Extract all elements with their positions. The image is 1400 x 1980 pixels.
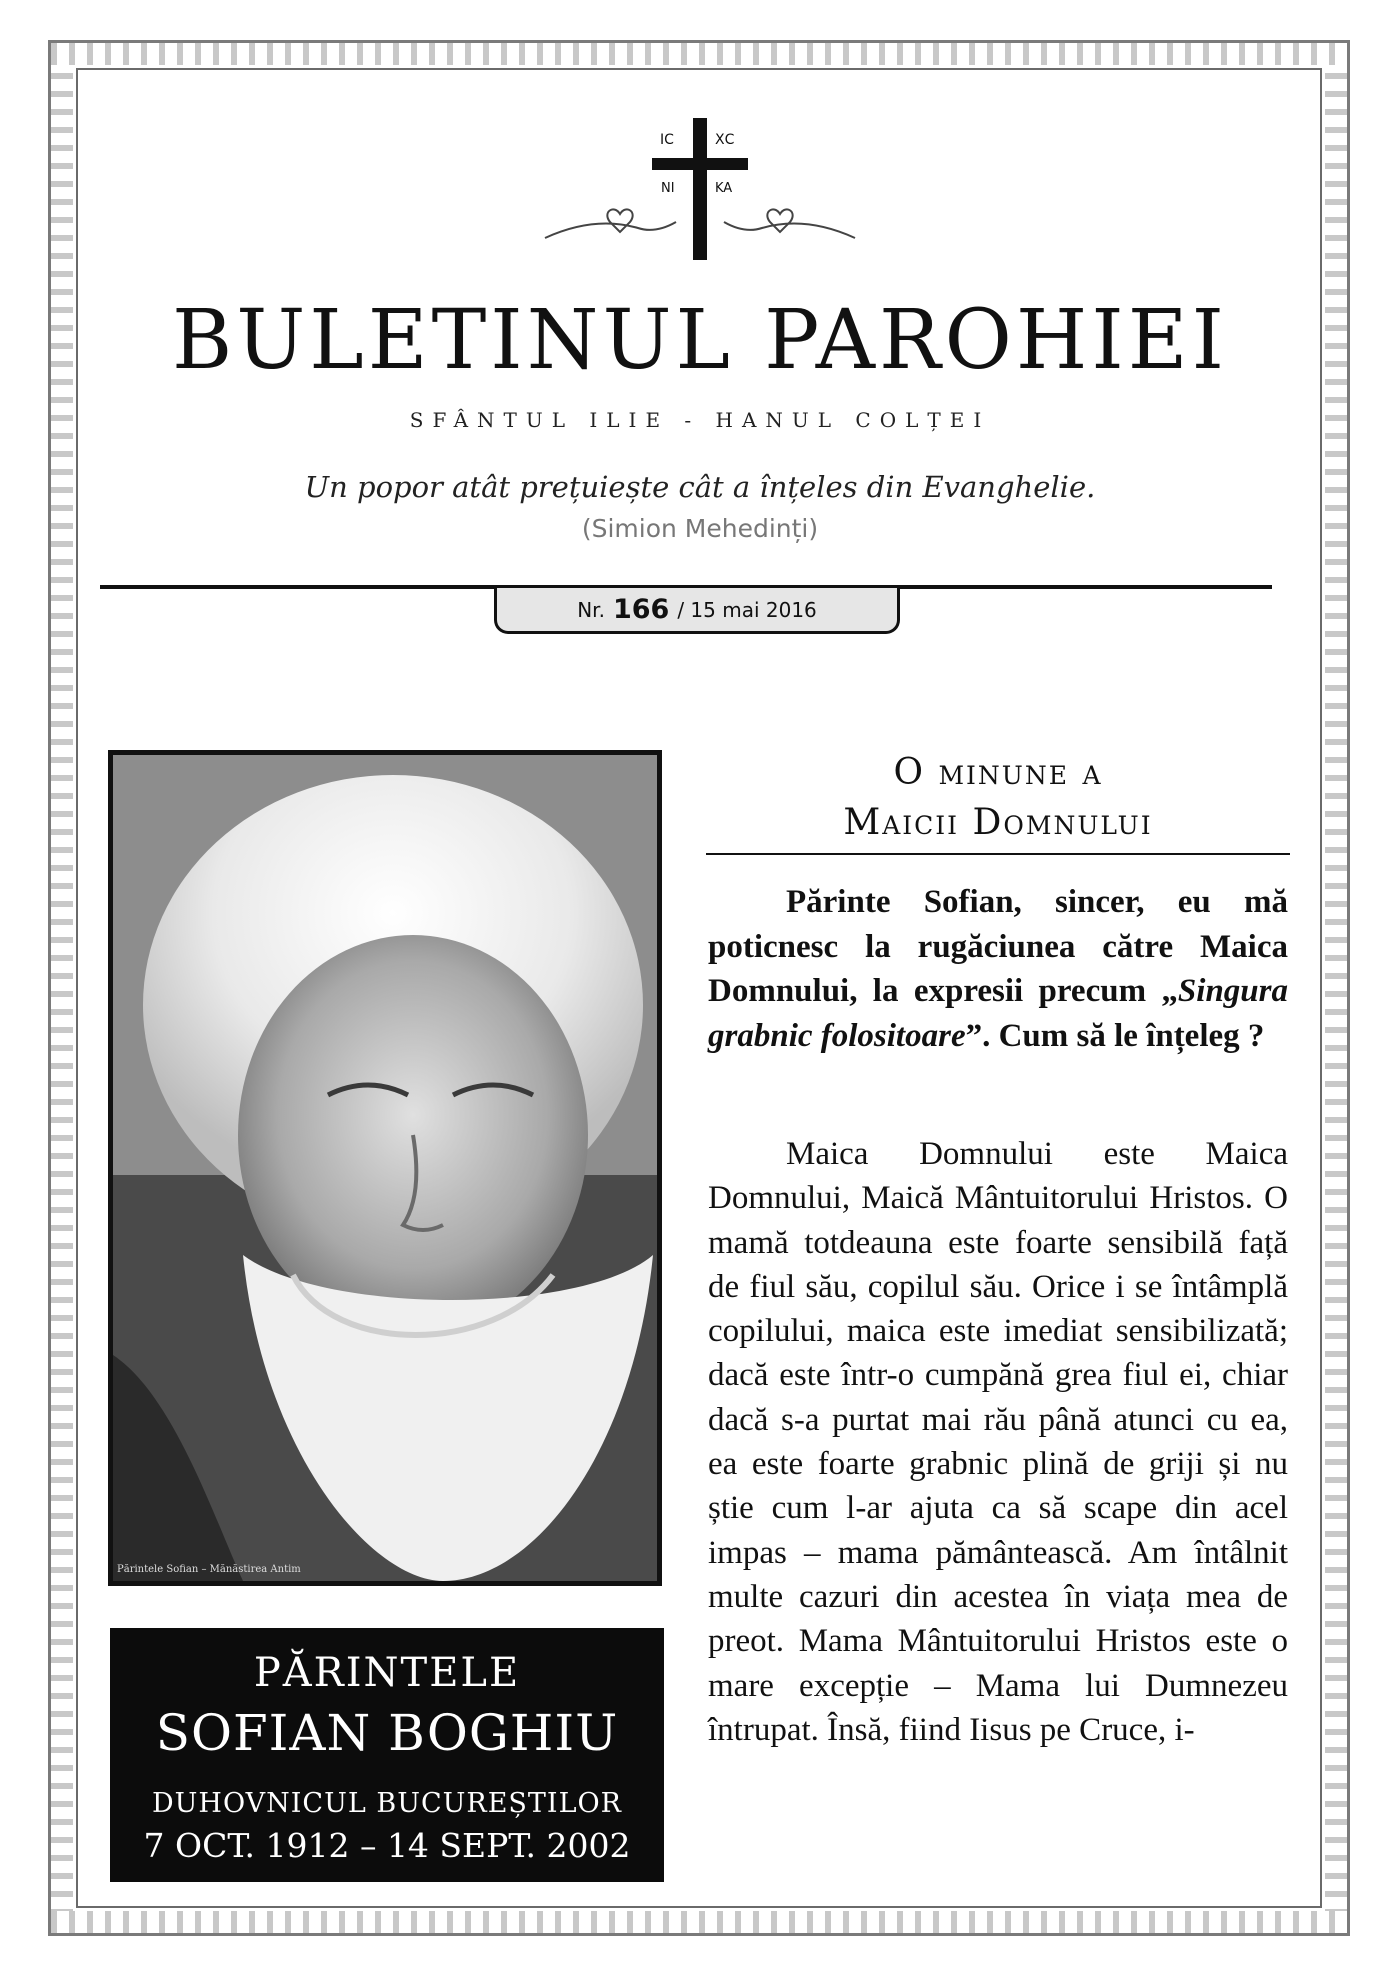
issue-tab xyxy=(494,588,900,634)
issue-date: / 15 mai 2016 xyxy=(677,597,817,622)
emblem-xc: ХС xyxy=(715,132,735,148)
article-question xyxy=(708,880,1288,1058)
emblem-ic: IC xyxy=(660,132,674,148)
cross-icon xyxy=(540,110,860,260)
bulletin-title: BULETINUL PAROHIEI xyxy=(171,293,1229,388)
name-epithet: DUHOVNICUL BUCUREȘTILOR xyxy=(152,1788,622,1819)
answer-text: Maica Domnului este Maica Domnului, Maică Mântuitorului Hristos. O mamă totdeauna este foarte sensibilă față de fiul său, copilul său. Orice i se întâmplă copilului, maica este imediat sensibilizată; dacă este într-o cumpănă grea fiul ei, chiar dacă s-a purtat mai rău până atunci cu ea, ea este foarte grabnic plină de griji și nu știe cum l-ar ajuta ca să scape din acel impas – mama pământească. Am întâlnit multe cazuri din acestea în viața mea de preot. Mama Mântuitorului Hristos este o mare excepție – Mama lui Dumnezeu întrupat. Însă, fiind Iisus pe Cruce, i- xyxy=(708,1136,1288,1748)
portrait-photo xyxy=(108,750,662,1586)
motto-quote: Un popor atât prețuiește cât a înțeles din Evanghelie. xyxy=(304,470,1096,504)
name-full: SOFIAN BOGHIU xyxy=(155,1704,619,1762)
name-title: PĂRINTELE xyxy=(253,1650,521,1696)
issue-number: 166 xyxy=(612,594,670,625)
emblem-ka: KA xyxy=(715,181,733,196)
parish-subtitle: SFÂNTUL ILIE - HANUL COLȚEI xyxy=(409,408,991,432)
question-text-2: ”. Cum să le înțeleg ? xyxy=(965,1017,1265,1054)
motto-author: (Simion Mehedinți) xyxy=(581,514,819,543)
article-title xyxy=(706,748,1290,848)
article-title-rule xyxy=(706,853,1290,855)
question-text-italic: Singura grabnic folositoare xyxy=(708,973,1288,1054)
emblem-ni: NI xyxy=(661,181,675,196)
photo-caption: Părintele Sofian – Mănăstirea Antim xyxy=(117,1564,301,1575)
article-title-line2: Maicii Domnului xyxy=(843,802,1153,843)
article-answer xyxy=(708,1132,1288,1752)
issue-label: Nr. xyxy=(577,597,605,622)
article-title-line1: O minune a xyxy=(893,752,1103,793)
portrait-image xyxy=(113,755,657,1581)
question-text-1: Părinte Sofian, sincer, eu mă poticnesc la rugăciunea către Maica Domnului, la expresii precum „ xyxy=(708,884,1288,1009)
name-dates: 7 OCT. 1912 – 14 SEPT. 2002 xyxy=(143,1826,631,1865)
name-box xyxy=(110,1628,664,1882)
